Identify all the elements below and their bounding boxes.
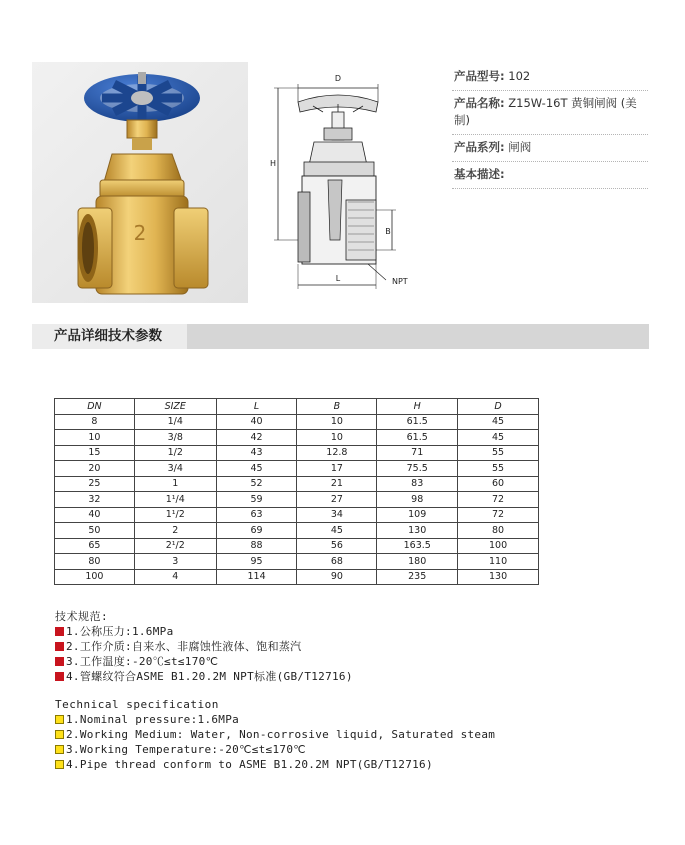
cell-b: 45 (297, 523, 377, 539)
table-row (55, 430, 539, 446)
cell-h: 61.5 (377, 430, 458, 446)
cell-b: 27 (297, 492, 377, 508)
cell-dn: 32 (55, 492, 135, 508)
name-value: Z15W-16T 黄铜闸阀 (美制) (454, 96, 637, 127)
cell-d: 100 (458, 538, 539, 554)
header-dn: DN (55, 399, 135, 415)
spec-cn-item (55, 669, 353, 684)
yellow-square-bullet-icon (55, 745, 64, 754)
cell-b: 34 (297, 507, 377, 523)
spec-cn-item-text: 1.公称压力:1.6MPa (66, 625, 174, 638)
cell-dn: 10 (55, 430, 135, 446)
header-size: SIZE (134, 399, 216, 415)
spec-cn-item (55, 624, 353, 639)
cell-dn: 40 (55, 507, 135, 523)
spec-notes-cn (55, 609, 353, 684)
cell-d: 55 (458, 461, 539, 477)
spec-en-item-text: 3.Working Temperature:-20℃≤t≤170℃ (66, 743, 306, 756)
spec-cn-item-text: 3.工作温度:-20℃≤t≤170℃ (66, 655, 219, 668)
cell-b: 21 (297, 476, 377, 492)
cell-dn: 100 (55, 569, 135, 585)
cell-size: 2 (134, 523, 216, 539)
cell-h: 71 (377, 445, 458, 461)
cell-l: 52 (216, 476, 297, 492)
cell-l: 42 (216, 430, 297, 446)
technical-drawing (268, 70, 418, 295)
cell-dn: 20 (55, 461, 135, 477)
table-row (55, 461, 539, 477)
name-label: 产品名称: (454, 96, 505, 110)
cell-dn: 80 (55, 554, 135, 570)
cell-h: 235 (377, 569, 458, 585)
cell-size: 4 (134, 569, 216, 585)
cell-b: 10 (297, 414, 377, 430)
cell-l: 40 (216, 414, 297, 430)
product-photo (32, 62, 248, 303)
spec-cn-item (55, 639, 353, 654)
yellow-square-bullet-icon (55, 730, 64, 739)
cell-h: 98 (377, 492, 458, 508)
cell-size: 3/4 (134, 461, 216, 477)
header-l: L (216, 399, 297, 415)
cell-b: 12.8 (297, 445, 377, 461)
cell-h: 83 (377, 476, 458, 492)
cell-dn: 50 (55, 523, 135, 539)
cell-b: 56 (297, 538, 377, 554)
red-square-bullet-icon (55, 642, 64, 651)
cell-d: 72 (458, 507, 539, 523)
dim-b-label: B (385, 227, 391, 236)
cell-size: 1 (134, 476, 216, 492)
red-square-bullet-icon (55, 672, 64, 681)
spec-en-item (55, 757, 495, 772)
cell-h: 61.5 (377, 414, 458, 430)
table-row (55, 414, 539, 430)
cell-dn: 15 (55, 445, 135, 461)
body-marking: 2 (133, 221, 147, 245)
spec-en-item-text: 2.Working Medium: Water, Non-corrosive liquid, Saturated steam (66, 728, 496, 741)
header-b: B (297, 399, 377, 415)
cell-size: 1¹/4 (134, 492, 216, 508)
spec-en-item (55, 742, 495, 757)
yellow-square-bullet-icon (55, 715, 64, 724)
series-value: 闸阀 (508, 140, 532, 154)
description-label: 基本描述: (454, 167, 505, 181)
table-row (55, 507, 539, 523)
table-row (55, 523, 539, 539)
cell-b: 68 (297, 554, 377, 570)
cell-l: 69 (216, 523, 297, 539)
dim-d-label: D (334, 74, 342, 83)
model-row (452, 64, 648, 91)
table-row (55, 476, 539, 492)
section-title: 产品详细技术参数 (32, 324, 187, 349)
dim-l-label: L (335, 274, 341, 283)
cell-d: 45 (458, 414, 539, 430)
cell-h: 75.5 (377, 461, 458, 477)
model-value: 102 (508, 69, 531, 83)
spec-en-item-text: 4.Pipe thread conform to ASME B1.20.2M NPT(GB/T12716) (66, 758, 433, 771)
spec-en-item (55, 727, 495, 742)
cell-size: 1¹/2 (134, 507, 216, 523)
cell-h: 130 (377, 523, 458, 539)
section-header-bar (32, 324, 649, 349)
cell-dn: 65 (55, 538, 135, 554)
table-row (55, 569, 539, 585)
npt-label: NPT (392, 277, 408, 286)
cell-size: 1/4 (134, 414, 216, 430)
cell-l: 88 (216, 538, 297, 554)
cell-l: 45 (216, 461, 297, 477)
cell-l: 95 (216, 554, 297, 570)
spec-en-item-text: 1.Nominal pressure:1.6MPa (66, 713, 240, 726)
cell-size: 1/2 (134, 445, 216, 461)
cell-b: 17 (297, 461, 377, 477)
cell-size: 3 (134, 554, 216, 570)
description-row (452, 162, 648, 189)
header-d: D (458, 399, 539, 415)
table-row (55, 538, 539, 554)
series-label: 产品系列: (454, 140, 505, 154)
cell-l: 63 (216, 507, 297, 523)
cell-d: 60 (458, 476, 539, 492)
spec-cn-item-text: 4.管螺纹符合ASME B1.20.2M NPT标准(GB/T12716) (66, 670, 353, 683)
cell-h: 109 (377, 507, 458, 523)
cell-d: 55 (458, 445, 539, 461)
product-info-panel (452, 64, 648, 189)
series-row (452, 135, 648, 162)
gate-valve-image (32, 62, 248, 303)
cell-d: 130 (458, 569, 539, 585)
model-label: 产品型号: (454, 69, 505, 83)
cell-d: 110 (458, 554, 539, 570)
table-row (55, 445, 539, 461)
cell-dn: 8 (55, 414, 135, 430)
cell-l: 59 (216, 492, 297, 508)
cell-b: 10 (297, 430, 377, 446)
table-row (55, 554, 539, 570)
red-square-bullet-icon (55, 627, 64, 636)
cell-h: 163.5 (377, 538, 458, 554)
yellow-square-bullet-icon (55, 760, 64, 769)
spec-cn-item-text: 2.工作介质:自来水、非腐蚀性液体、饱和蒸汽 (66, 640, 302, 653)
cell-l: 43 (216, 445, 297, 461)
cell-d: 45 (458, 430, 539, 446)
cell-size: 3/8 (134, 430, 216, 446)
spec-notes-en (55, 697, 495, 772)
spec-en-item (55, 712, 495, 727)
cell-b: 90 (297, 569, 377, 585)
dim-h-label: H (269, 159, 277, 168)
table-row (55, 492, 539, 508)
name-row (452, 91, 648, 135)
dimension-table (54, 398, 539, 585)
table-header-row (55, 399, 539, 415)
cell-d: 80 (458, 523, 539, 539)
cell-size: 2¹/2 (134, 538, 216, 554)
header-h: H (377, 399, 458, 415)
cell-d: 72 (458, 492, 539, 508)
red-square-bullet-icon (55, 657, 64, 666)
cell-l: 114 (216, 569, 297, 585)
spec-cn-item (55, 654, 353, 669)
spec-en-title: Technical specification (55, 698, 219, 711)
spec-cn-title: 技术规范: (55, 610, 109, 623)
cell-dn: 25 (55, 476, 135, 492)
cell-h: 180 (377, 554, 458, 570)
